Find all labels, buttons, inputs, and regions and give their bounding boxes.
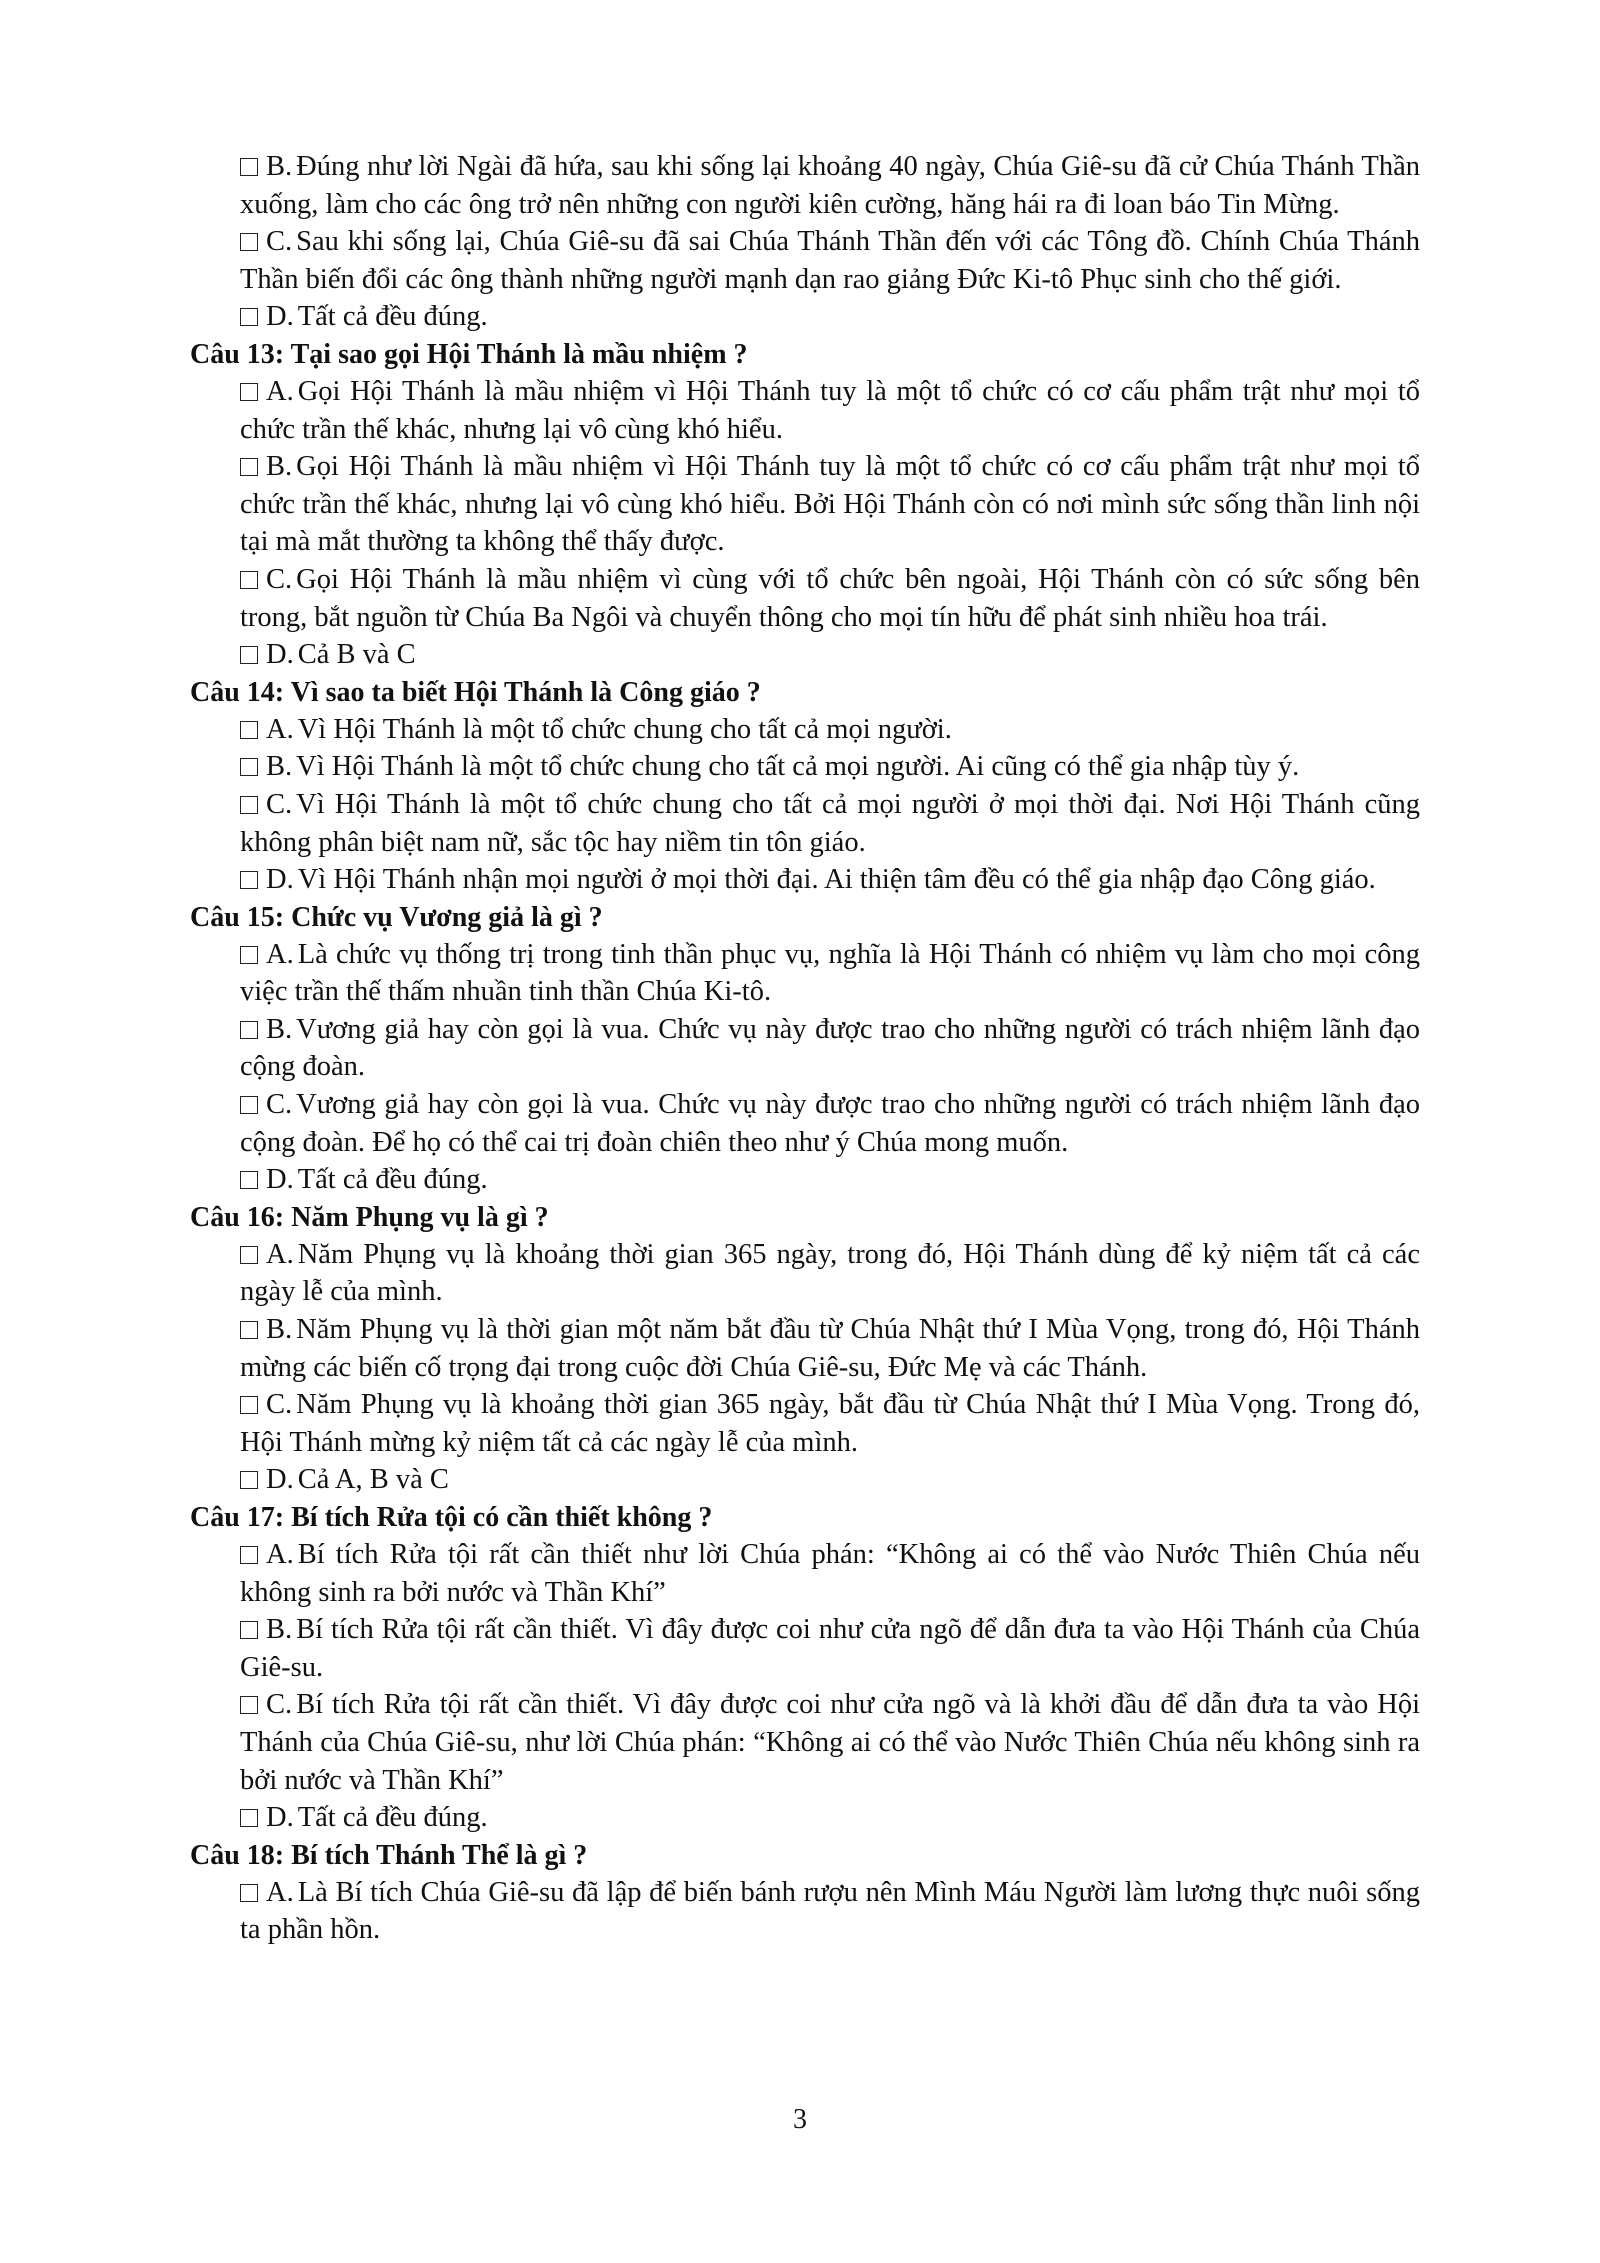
option-label: D. xyxy=(266,1164,294,1196)
option-text: Vì Hội Thánh là một tổ chức chung cho tất cả mọi người ở mọi thời đại. Nơi Hội Thánh cũng không phân biệt nam nữ, sắc tộc hay niềm tin tôn giáo. xyxy=(240,788,1420,858)
option-label: A. xyxy=(266,1539,294,1570)
option-text: Năm Phụng vụ là khoảng thời gian 365 ngày, trong đó, Hội Thánh dùng để kỷ niệm tất cả các ngày lễ của mình. xyxy=(240,1238,1420,1308)
checkbox-icon[interactable] xyxy=(240,233,258,251)
checkbox-icon[interactable] xyxy=(240,1246,258,1264)
answer-option xyxy=(190,1311,1420,1386)
question-block-18 xyxy=(190,1837,1420,1949)
question-title: Câu 15: Chức vụ Vương giả là gì ? xyxy=(190,901,603,933)
checkbox-icon[interactable] xyxy=(240,1096,258,1114)
answer-option xyxy=(190,298,1420,336)
option-text: Bí tích Rửa tội rất cần thiết như lời Chúa phán: “Không ai có thể vào Nước Thiên Chúa nếu không sinh ra bởi nước và Thần Khí” xyxy=(240,1539,1420,1608)
answer-option xyxy=(190,711,1420,749)
option-label: A. xyxy=(266,1876,294,1908)
answer-option xyxy=(190,1161,1420,1199)
option-text: Tất cả đều đúng. xyxy=(297,1802,488,1834)
question-block-13 xyxy=(190,336,1420,674)
answer-option xyxy=(190,1536,1420,1611)
option-label: D. xyxy=(266,639,294,671)
option-text: Gọi Hội Thánh là mầu nhiệm vì cùng với tổ chức bên ngoài, Hội Thánh còn có sức sống bên trong, bắt nguồn từ Chúa Ba Ngôi và chuyển thông cho mọi tín hữu để phát sinh nhiều hoa trái. xyxy=(240,563,1420,633)
option-label: A. xyxy=(266,713,294,745)
answer-option xyxy=(190,936,1420,1011)
answer-option xyxy=(190,1011,1420,1086)
option-text: Gọi Hội Thánh là mầu nhiệm vì Hội Thánh tuy là một tổ chức có cơ cấu phẩm trật như mọi tổ chức trần thế khác, nhưng lại vô cùng khó hiểu. Bởi Hội Thánh còn có nơi mình sức sống thần linh nội tại mà mắt thường ta không thể thấy được. xyxy=(240,451,1420,558)
answer-option xyxy=(190,861,1420,899)
answer-option xyxy=(190,1386,1420,1461)
option-text: Vì Hội Thánh là một tổ chức chung cho tất cả mọi người. xyxy=(297,713,952,745)
question-block-15 xyxy=(190,899,1420,1199)
question-title: Câu 16: Năm Phụng vụ là gì ? xyxy=(190,1201,549,1233)
checkbox-icon[interactable] xyxy=(240,1396,258,1414)
checkbox-icon[interactable] xyxy=(240,1471,258,1489)
checkbox-icon[interactable] xyxy=(240,458,258,476)
option-text: Tất cả đều đúng. xyxy=(297,301,488,333)
option-text: Sau khi sống lại, Chúa Giê-su đã sai Chúa Thánh Thần đến với các Tông đồ. Chính Chúa Thánh Thần biến đổi các ông thành những người mạnh dạn rao giảng Đức Ki-tô Phục sinh cho thế giới. xyxy=(240,226,1420,295)
question-title: Câu 13: Tại sao gọi Hội Thánh là mầu nhiệm ? xyxy=(190,338,748,370)
checkbox-icon[interactable] xyxy=(240,946,258,964)
question-block-14 xyxy=(190,674,1420,899)
checkbox-icon[interactable] xyxy=(240,308,258,326)
checkbox-icon[interactable] xyxy=(240,796,258,814)
option-text: Tất cả đều đúng. xyxy=(297,1164,488,1196)
option-label: B. xyxy=(266,451,293,483)
option-text: Bí tích Rửa tội rất cần thiết. Vì đây được coi như cửa ngõ và là khởi đầu để dẫn đưa ta vào Hội Thánh của Chúa Giê-su, như lời Chúa phán: “Không ai có thể vào Nước Thiên Chúa nếu không sinh ra bởi nước và Thần Khí” xyxy=(240,1689,1420,1796)
answer-option xyxy=(190,1686,1420,1799)
option-label: D. xyxy=(266,1464,294,1496)
answer-option xyxy=(190,1874,1420,1949)
option-label: B. xyxy=(266,151,293,182)
answer-option xyxy=(190,1236,1420,1311)
checkbox-icon[interactable] xyxy=(240,721,258,739)
option-label: B. xyxy=(266,1013,293,1045)
question-title: Câu 17: Bí tích Rửa tội có cần thiết không ? xyxy=(190,1502,713,1533)
option-label: D. xyxy=(266,1802,294,1834)
question-title: Câu 18: Bí tích Thánh Thể là gì ? xyxy=(190,1839,588,1871)
option-label: B. xyxy=(266,1314,293,1346)
option-label: A. xyxy=(266,375,294,407)
option-text: Bí tích Rửa tội rất cần thiết. Vì đây được coi như cửa ngõ để dẫn đưa ta vào Hội Thánh của Chúa Giê-su. xyxy=(240,1614,1420,1683)
checkbox-icon[interactable] xyxy=(240,1809,258,1827)
answer-option xyxy=(190,561,1420,636)
checkbox-icon[interactable] xyxy=(240,383,258,401)
option-label: D. xyxy=(266,301,294,333)
option-text: Vương giả hay còn gọi là vua. Chức vụ này được trao cho những người có trách nhiệm lãnh đạo cộng đoàn. Để họ có thể cai trị đoàn chiên theo như ý Chúa mong muốn. xyxy=(240,1089,1420,1158)
answer-option xyxy=(190,786,1420,861)
option-text: Vì Hội Thánh là một tổ chức chung cho tất cả mọi người. Ai cũng có thể gia nhập tùy ý. xyxy=(296,751,1300,783)
option-text: Là chức vụ thống trị trong tinh thần phục vụ, nghĩa là Hội Thánh có nhiệm vụ làm cho mọi công việc trần thế thấm nhuần tinh thần Chúa Ki-tô. xyxy=(240,938,1420,1008)
option-label: C. xyxy=(266,1689,293,1721)
answer-option xyxy=(190,748,1420,786)
option-label: B. xyxy=(266,1614,293,1646)
checkbox-icon[interactable] xyxy=(240,158,258,176)
checkbox-icon[interactable] xyxy=(240,1021,258,1039)
checkbox-icon[interactable] xyxy=(240,758,258,776)
checkbox-icon[interactable] xyxy=(240,871,258,889)
option-text: Năm Phụng vụ là thời gian một năm bắt đầu từ Chúa Nhật thứ I Mùa Vọng, trong đó, Hội Thánh mừng các biến cố trọng đại trong cuộc đời Chúa Giê-su, Đức Mẹ và các Thánh. xyxy=(240,1314,1420,1383)
answer-option xyxy=(190,1611,1420,1686)
option-text: Cả B và C xyxy=(297,639,416,671)
option-label: A. xyxy=(266,1238,294,1270)
option-text: Là Bí tích Chúa Giê-su đã lập để biến bánh rượu nên Mình Máu Người làm lương thực nuôi sống ta phần hồn. xyxy=(240,1876,1420,1946)
checkbox-icon[interactable] xyxy=(240,1321,258,1339)
option-text: Năm Phụng vụ là khoảng thời gian 365 ngày, bắt đầu từ Chúa Nhật thứ I Mùa Vọng. Trong đó, Hội Thánh mừng kỷ niệm tất cả các ngày lễ của mình. xyxy=(240,1389,1420,1458)
option-text: Gọi Hội Thánh là mầu nhiệm vì Hội Thánh tuy là một tổ chức có cơ cấu phẩm trật như mọi tổ chức trần thế khác, nhưng lại vô cùng khó hiểu. xyxy=(240,375,1420,445)
page-number: 3 xyxy=(793,2104,807,2135)
question-title: Câu 14: Vì sao ta biết Hội Thánh là Công giáo ? xyxy=(190,676,761,708)
option-text: Vương giả hay còn gọi là vua. Chức vụ này được trao cho những người có trách nhiệm lãnh đạo cộng đoàn. xyxy=(240,1013,1420,1083)
option-label: C. xyxy=(266,1389,293,1421)
checkbox-icon[interactable] xyxy=(240,1546,258,1564)
option-label: B. xyxy=(266,751,293,783)
question-block-17 xyxy=(190,1499,1420,1837)
question-block-16 xyxy=(190,1199,1420,1499)
option-label: C. xyxy=(266,1089,293,1121)
option-label: C. xyxy=(266,563,293,595)
option-label: A. xyxy=(266,938,294,970)
answer-option xyxy=(190,636,1420,674)
answer-option xyxy=(190,1461,1420,1499)
checkbox-icon[interactable] xyxy=(240,1621,258,1639)
checkbox-icon[interactable] xyxy=(240,646,258,664)
answer-option xyxy=(190,223,1420,298)
option-label: D. xyxy=(266,864,294,896)
answer-option xyxy=(190,1799,1420,1837)
checkbox-icon[interactable] xyxy=(240,1696,258,1714)
checkbox-icon[interactable] xyxy=(240,1171,258,1189)
option-label: C. xyxy=(266,226,293,258)
option-text: Cả A, B và C xyxy=(297,1464,449,1496)
answer-option xyxy=(190,148,1420,223)
answer-option xyxy=(190,448,1420,561)
document-page xyxy=(190,148,1420,1949)
checkbox-icon[interactable] xyxy=(240,571,258,589)
option-text: Đúng như lời Ngài đã hứa, sau khi sống lại khoảng 40 ngày, Chúa Giê-su đã cử Chúa Thánh Thần xuống, làm cho các ông trở nên những con người kiên cường, hăng hái ra đi loan báo Tin Mừng. xyxy=(240,151,1420,220)
option-label: C. xyxy=(266,788,293,820)
question-block-12 xyxy=(190,148,1420,336)
answer-option xyxy=(190,1086,1420,1161)
answer-option xyxy=(190,373,1420,448)
checkbox-icon[interactable] xyxy=(240,1884,258,1902)
option-text: Vì Hội Thánh nhận mọi người ở mọi thời đại. Ai thiện tâm đều có thể gia nhập đạo Công giáo. xyxy=(297,864,1376,896)
